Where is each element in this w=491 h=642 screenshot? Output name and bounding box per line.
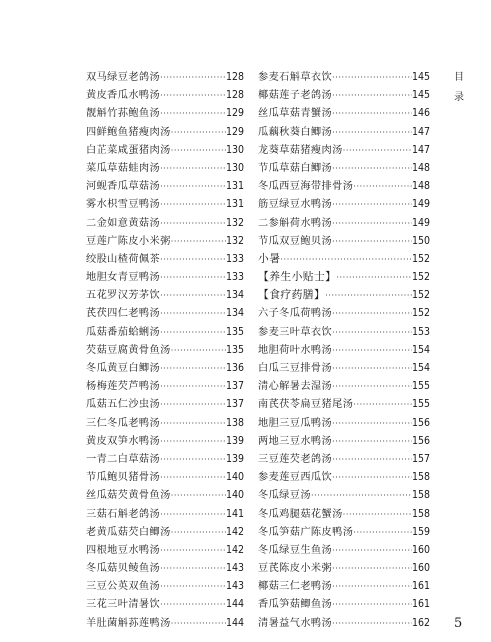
toc-entry-row[interactable] <box>258 68 430 86</box>
toc-entry-row[interactable] <box>258 414 430 432</box>
toc-leader-dots <box>171 142 226 160</box>
toc-entry-title: 【养生小贴士】 <box>258 270 337 284</box>
toc-page-number: 130 <box>225 161 244 174</box>
toc-page-number: 160 <box>411 543 430 556</box>
toc-leader-dots <box>160 360 226 378</box>
toc-leader-dots <box>325 287 412 305</box>
toc-entry-row[interactable] <box>258 614 430 632</box>
toc-leader-dots <box>160 415 226 433</box>
toc-page-number: 155 <box>411 380 430 393</box>
toc-entry-row[interactable] <box>86 450 244 468</box>
toc-leader-dots <box>160 196 226 214</box>
toc-entry-title: 四根地豆水鸭汤 <box>86 544 161 556</box>
toc-entry-title: 杨梅莲芡芦鸭汤 <box>86 381 161 393</box>
toc-leader-dots <box>332 196 412 214</box>
toc-page-number: 152 <box>411 252 430 265</box>
toc-entry-title: 六子冬瓜荷鸭汤 <box>258 308 333 320</box>
toc-page-number: 141 <box>225 507 244 520</box>
toc-page-number: 144 <box>225 598 244 611</box>
toc-page-number: 161 <box>411 580 430 593</box>
toc-leader-dots <box>160 469 226 487</box>
side-tab-char: 录 <box>454 92 464 103</box>
toc-left-column <box>86 68 244 632</box>
toc-entry-title: 冬瓜黄豆白鲫汤 <box>86 363 161 374</box>
toc-page-number: 154 <box>411 362 430 374</box>
toc-entry-row[interactable] <box>86 359 244 377</box>
toc-entry-title: 小暑 <box>258 251 281 265</box>
toc-entry-title: 丝瓜菇芡黄骨鱼汤 <box>86 490 171 502</box>
toc-entry-title: 地胆女青豆鸭汤 <box>86 272 161 284</box>
toc-entry-title: 瓜菇五仁沙虫汤 <box>86 399 161 411</box>
toc-page-number: 161 <box>411 598 430 611</box>
toc-page-number: 156 <box>411 416 430 429</box>
toc-entry-row[interactable] <box>86 377 244 395</box>
toc-entry-row[interactable] <box>258 359 430 377</box>
toc-entry-title: 冬瓜绿豆生鱼汤 <box>258 544 333 556</box>
toc-page-number: 156 <box>411 434 430 447</box>
toc-entry-row[interactable] <box>86 432 244 450</box>
toc-entry-title: 地胆三豆瓜鸭汤 <box>258 417 333 429</box>
toc-entry-row[interactable] <box>86 286 244 304</box>
toc-page-number: 148 <box>411 180 430 193</box>
toc-page-number: 137 <box>225 398 244 411</box>
toc-entry-title: 一青二白草菇汤 <box>86 453 161 465</box>
toc-leader-dots <box>332 233 412 251</box>
toc-entry-row[interactable] <box>258 523 430 541</box>
toc-leader-dots <box>160 578 226 596</box>
toc-entry-row[interactable] <box>258 486 430 504</box>
toc-entry-row[interactable] <box>258 505 430 523</box>
toc-entry-row[interactable] <box>258 323 430 341</box>
toc-page-number: 139 <box>225 452 244 465</box>
toc-entry-title: 椰菇三仁老鸭汤 <box>258 581 333 593</box>
toc-entry-title: 冬瓜笋菇广陈皮鸭汤 <box>258 526 354 538</box>
toc-entry-title: 三菇石斛老鸽汤 <box>86 508 161 520</box>
toc-entry-title: 香瓜笋菇鲫鱼汤 <box>258 599 333 611</box>
toc-entry-row[interactable] <box>86 68 244 86</box>
toc-entry-title: 靓斛竹荪鲍鱼汤 <box>86 108 161 120</box>
toc-entry-title: 筋豆绿豆水鸭汤 <box>258 199 333 211</box>
toc-right-column <box>258 68 430 632</box>
toc-leader-dots <box>332 305 412 323</box>
toc-entry-title: 菜瓜草菇蛙肉汤 <box>86 162 161 174</box>
toc-page-number: 152 <box>411 289 430 302</box>
toc-page-number: 143 <box>225 580 244 593</box>
toc-page-number: 134 <box>225 289 244 302</box>
toc-entry-title: 参麦三叶草衣饮 <box>258 326 333 338</box>
toc-page-number: 147 <box>411 143 430 156</box>
toc-entry-title: 二参斛荷水鸭汤 <box>258 217 333 229</box>
toc-page-number: 136 <box>225 362 244 374</box>
toc-page-number: 132 <box>225 216 244 229</box>
toc-entry-row[interactable] <box>86 595 244 613</box>
toc-entry-row[interactable] <box>258 104 430 122</box>
toc-entry-title: 绞股山楂荷佩茶 <box>86 253 161 265</box>
toc-leader-dots <box>332 105 412 123</box>
toc-leader-dots <box>160 215 226 233</box>
toc-entry-row[interactable] <box>258 395 430 413</box>
toc-page-number: 138 <box>225 416 244 429</box>
toc-entry-title: 三花三叶清暑饮 <box>86 599 161 611</box>
toc-leader-dots <box>160 433 226 451</box>
toc-leader-dots <box>160 69 226 87</box>
toc-leader-dots <box>160 105 226 123</box>
toc-entry-title: 冬瓜绿豆汤 <box>258 490 311 502</box>
toc-entry-title: 豆芪陈皮小米粥 <box>258 563 333 575</box>
toc-entry-title: 冬瓜鸡腿菇花蟹汤 <box>258 508 343 520</box>
toc-entry-title: 老黄瓜菇芡白鲫汤 <box>86 526 171 538</box>
toc-leader-dots <box>160 160 226 178</box>
toc-page-number: 147 <box>411 125 430 138</box>
toc-entry-row[interactable] <box>86 104 244 122</box>
toc-entry-title: 参麦石斛草衣饮 <box>258 72 333 83</box>
toc-entry-title: 冬瓜菇贝鲮鱼汤 <box>86 563 161 575</box>
toc-leader-dots <box>160 451 226 469</box>
toc-entry-row[interactable] <box>86 614 244 632</box>
toc-entry-title: 三豆莲芡老鸽汤 <box>258 453 333 465</box>
toc-leader-dots <box>160 378 226 396</box>
toc-page-number: 135 <box>225 343 244 356</box>
toc-entry-title: 豆莲广陈皮小米粥 <box>86 235 171 247</box>
toc-entry-title: 羊肚菌斛荪莲鸭汤 <box>86 617 171 629</box>
toc-leader-dots <box>332 451 412 469</box>
toc-leader-dots <box>332 578 412 596</box>
toc-entry-row[interactable] <box>86 141 244 159</box>
toc-entry-row[interactable] <box>258 468 430 486</box>
toc-page-number: 137 <box>225 380 244 393</box>
toc-entry-title: 节瓜双豆鲍贝汤 <box>258 235 333 247</box>
toc-leader-dots <box>332 596 412 614</box>
toc-entry-row[interactable] <box>86 523 244 541</box>
toc-page-number: 140 <box>225 489 244 502</box>
toc-page-number: 154 <box>411 343 430 356</box>
page-number: 5 <box>454 616 463 631</box>
toc-entry-title: 参麦莲豆西瓜饮 <box>258 472 333 484</box>
toc-page-number: 158 <box>411 489 430 502</box>
toc-entry-row[interactable] <box>86 250 244 268</box>
toc-page-number: 133 <box>225 252 244 265</box>
toc-leader-dots <box>171 233 226 251</box>
toc-entry-title: 节瓜草菇白鲫汤 <box>258 162 333 174</box>
toc-entry-row[interactable] <box>86 214 244 232</box>
toc-entry-title: 雾水枳雪豆鸭汤 <box>86 199 161 211</box>
toc-page-number: 132 <box>225 234 244 247</box>
toc-entry-title: 四鲜鲍鱼猪瘦肉汤 <box>86 126 171 138</box>
toc-entry-row[interactable] <box>86 541 244 559</box>
toc-leader-dots <box>343 142 412 160</box>
side-tab-char: 目 <box>454 72 464 83</box>
toc-entry-title: 清暑益气水鸭汤 <box>258 617 333 629</box>
toc-entry-row[interactable] <box>258 377 430 395</box>
toc-entry-title: 瓜菇番茄蛤蜊汤 <box>86 326 161 338</box>
toc-entry-row[interactable] <box>86 486 244 504</box>
toc-page-number: 158 <box>411 471 430 484</box>
toc-entry-row[interactable] <box>258 559 430 577</box>
toc-entry-title: 地胆荷叶水鸭汤 <box>258 344 333 356</box>
toc-entry-row[interactable] <box>258 195 430 213</box>
toc-leader-dots <box>353 524 412 542</box>
toc-page-number: 152 <box>411 307 430 320</box>
toc-page-number: 144 <box>225 616 244 629</box>
toc-leader-dots <box>332 342 412 360</box>
toc-page-number: 162 <box>411 616 430 629</box>
toc-entry-title: 龙葵草菇猪瘦肉汤 <box>258 144 343 156</box>
toc-entry-title: 三仁冬瓜老鸭汤 <box>86 417 161 429</box>
toc-entry-row[interactable] <box>86 414 244 432</box>
toc-entry-title: 两地三豆水鸭汤 <box>258 435 333 447</box>
toc-entry-row[interactable] <box>258 341 430 359</box>
toc-entry-title: 五花罗汉芳茅饮 <box>86 290 161 302</box>
toc-leader-dots <box>332 160 412 178</box>
toc-entry-row[interactable] <box>86 341 244 359</box>
toc-entry-row[interactable] <box>258 577 430 595</box>
toc-entry-row[interactable] <box>258 232 430 250</box>
toc-entry-row[interactable] <box>258 432 430 450</box>
toc-entry-title: 河蚬香瓜草菇汤 <box>86 181 161 193</box>
toc-page-number: 160 <box>411 562 430 575</box>
toc-entry-title: 三豆公英双鱼汤 <box>86 581 161 593</box>
toc-page-number: 135 <box>225 325 244 338</box>
toc-section-row[interactable] <box>258 268 430 286</box>
toc-entry-row[interactable] <box>86 195 244 213</box>
toc-leader-dots <box>171 124 226 142</box>
toc-leader-dots <box>353 396 412 414</box>
toc-leader-dots <box>160 506 226 524</box>
toc-entry-title: 白瓜三豆排骨汤 <box>258 363 333 374</box>
toc-entry-title: 冬瓜西豆海带排骨汤 <box>258 181 354 193</box>
toc-page-number: 153 <box>411 325 430 338</box>
toc-leader-dots <box>332 69 412 87</box>
toc-entry-row[interactable] <box>86 304 244 322</box>
toc-entry-row[interactable] <box>86 177 244 195</box>
toc-leader-dots <box>332 378 412 396</box>
toc-entry-row[interactable] <box>86 577 244 595</box>
toc-entry-row[interactable] <box>86 468 244 486</box>
toc-page-number: 130 <box>225 143 244 156</box>
toc-entry-row[interactable] <box>86 395 244 413</box>
toc-page-number: 143 <box>225 562 244 575</box>
toc-page-number: 148 <box>411 161 430 174</box>
toc-leader-dots <box>332 360 412 378</box>
toc-leader-dots <box>160 560 226 578</box>
toc-page-number: 139 <box>225 434 244 447</box>
toc-page-number: 152 <box>411 271 430 284</box>
toc-entry-row[interactable] <box>258 450 430 468</box>
toc-leader-dots <box>332 324 412 342</box>
toc-entry-row[interactable] <box>258 86 430 104</box>
toc-page-number: 155 <box>411 398 430 411</box>
toc-entry-title: 白芷菜咸蛋猪肉汤 <box>86 144 171 156</box>
toc-leader-dots <box>160 251 226 269</box>
toc-leader-dots <box>332 469 412 487</box>
toc-page-number: 159 <box>411 525 430 538</box>
toc-page-number: 149 <box>411 216 430 229</box>
toc-page-number: 142 <box>225 525 244 538</box>
toc-entry-row[interactable] <box>86 123 244 141</box>
toc-entry-title: 双马绿豆老鸽汤 <box>86 72 161 83</box>
toc-leader-dots <box>160 596 226 614</box>
side-tab-contents <box>452 68 466 108</box>
toc-entry-title: 芡菇豆腐黄骨鱼汤 <box>86 344 171 356</box>
toc-page-number: 158 <box>411 507 430 520</box>
toc-leader-dots <box>171 615 226 633</box>
toc-entry-row[interactable] <box>86 159 244 177</box>
toc-entry-row[interactable] <box>258 159 430 177</box>
toc-leader-dots <box>171 342 226 360</box>
toc-leader-dots <box>160 269 226 287</box>
toc-leader-dots <box>160 324 226 342</box>
toc-leader-dots <box>160 178 226 196</box>
toc-entry-row[interactable] <box>258 541 430 559</box>
toc-entry-row[interactable] <box>258 214 430 232</box>
toc-entry-row[interactable] <box>258 304 430 322</box>
toc-leader-dots <box>171 487 226 505</box>
toc-leader-dots <box>336 269 412 287</box>
toc-page-number: 145 <box>411 71 430 83</box>
toc-entry-row[interactable] <box>258 595 430 613</box>
toc-entry-title: 清心解暑去湿汤 <box>258 381 333 393</box>
toc-leader-dots <box>332 124 412 142</box>
toc-leader-dots <box>160 287 226 305</box>
toc-page-number: 149 <box>411 198 430 211</box>
toc-page-number: 129 <box>225 125 244 138</box>
toc-page-number: 131 <box>225 180 244 193</box>
toc-leader-dots <box>160 87 226 105</box>
toc-leader-dots <box>343 506 412 524</box>
toc-leader-dots <box>332 542 412 560</box>
toc-entry-title: 椰菇莲子老鸽汤 <box>258 90 333 102</box>
toc-leader-dots <box>160 305 226 323</box>
toc-leader-dots <box>332 87 412 105</box>
toc-leader-dots <box>160 396 226 414</box>
toc-page-number: 146 <box>411 107 430 120</box>
toc-entry-row[interactable] <box>86 505 244 523</box>
toc-entry-title: 芪茯四仁老鸭汤 <box>86 308 161 320</box>
toc-entry-row[interactable] <box>258 141 430 159</box>
toc-entry-row[interactable] <box>86 86 244 104</box>
toc-page-number: 129 <box>225 107 244 120</box>
toc-page-number: 150 <box>411 234 430 247</box>
toc-page-number: 157 <box>411 452 430 465</box>
toc-entry-row[interactable] <box>258 123 430 141</box>
toc-leader-dots <box>171 524 226 542</box>
toc-entry-row[interactable] <box>86 232 244 250</box>
toc-leader-dots <box>332 433 412 451</box>
toc-leader-dots <box>311 487 412 505</box>
toc-section-row[interactable] <box>258 286 430 304</box>
toc-leader-dots <box>332 415 412 433</box>
toc-leader-dots <box>332 560 412 578</box>
toc-leader-dots <box>160 542 226 560</box>
toc-entry-title: 瓜藕秋葵白鲫汤 <box>258 126 333 138</box>
toc-page-number: 128 <box>225 89 244 102</box>
toc-entry-row[interactable] <box>258 177 430 195</box>
toc-leader-dots <box>280 251 412 269</box>
toc-page-number: 145 <box>411 89 430 102</box>
toc-entry-row[interactable] <box>86 323 244 341</box>
toc-entry-title: 二金如意黄菇汤 <box>86 217 161 229</box>
toc-entry-title: 黄皮双笋水鸭汤 <box>86 435 161 447</box>
toc-entry-title: 丝瓜草菇青蟹汤 <box>258 108 333 120</box>
toc-page-number: 140 <box>225 471 244 484</box>
toc-entry-title: 黄皮香瓜水鸭汤 <box>86 90 161 102</box>
toc-page-number: 142 <box>225 543 244 556</box>
toc-entry-title: 【食疗药膳】 <box>258 288 326 302</box>
toc-entry-title: 南芪茯苓扁豆猪尾汤 <box>258 399 354 411</box>
toc-page-number: 133 <box>225 271 244 284</box>
toc-page-number: 134 <box>225 307 244 320</box>
toc-leader-dots <box>332 615 412 633</box>
toc-entry-row[interactable] <box>86 559 244 577</box>
toc-page-number: 128 <box>225 71 244 83</box>
toc-page-number: 131 <box>225 198 244 211</box>
toc-entry-title: 节瓜鲍贝猪骨汤 <box>86 472 161 484</box>
toc-entry-row[interactable] <box>86 268 244 286</box>
toc-leader-dots <box>353 178 412 196</box>
toc-section-row[interactable] <box>258 250 430 268</box>
toc-leader-dots <box>332 215 412 233</box>
